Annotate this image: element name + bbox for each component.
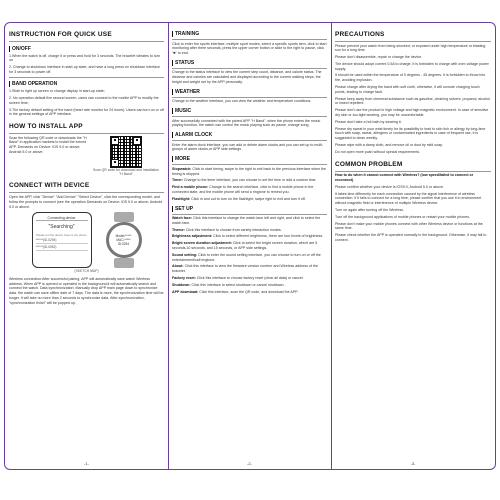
section-heading-alarm xyxy=(172,132,327,138)
page-2 xyxy=(168,23,331,469)
setup-item xyxy=(172,241,327,251)
paragraph: Enter the alarm clock interface, you can add or delete alarm clocks,and you can set up to multi-groups of alarm clocks,or APP side settings. xyxy=(172,142,324,152)
divider xyxy=(172,97,327,98)
heading-text: TRAINING xyxy=(175,31,200,37)
install-text: Scan the following QR code or downloads the "H Band" in application markets to install the ivened APP. Demands on Device: IOS 9.0 or above; Android 5.0 or above. xyxy=(9,135,87,155)
paragraph: Click to enter the sports interface, multiple sport modes, select a specific sports item, click to start monitoring after three seconds, press the upper corner button or slide to the right to pause, click "■" to end. xyxy=(172,41,327,56)
heading-bar xyxy=(172,132,173,138)
item-label: Bright screen duration adjustment: xyxy=(172,241,232,246)
faq-answer: It takes time differently for each connection caused by the signal interference of wireless connection. If it fails to connect for a long time, please confirm that you use it in environment without magnetic field or interference of multiple Wireless device. xyxy=(335,191,482,206)
heading-text: MORE xyxy=(175,156,190,163)
setup-item xyxy=(172,253,327,263)
divider xyxy=(172,116,327,117)
item-label: APP download: xyxy=(172,289,199,294)
section-heading-on-off xyxy=(9,46,164,52)
qr-eye xyxy=(133,137,141,145)
heading-text: ALARM CLOCK xyxy=(175,132,213,139)
item-text: Change to the timer interface, you can choose to set the time or add a custom time. xyxy=(182,178,317,183)
heading-bar xyxy=(172,206,173,212)
item-label: Sound setting: xyxy=(172,252,198,257)
divider xyxy=(172,164,327,165)
setup-item xyxy=(172,264,327,274)
divider xyxy=(172,214,327,215)
heading-bar xyxy=(172,156,173,162)
heading-bar xyxy=(172,31,173,37)
more-item xyxy=(172,167,327,177)
paragraph: Wireless connection:After successful pairing, APP will automatically save watch Wireless address. When APP is opened or operated in the background,it will automatically search and connect the watch. Data synchronization: Manually drop APP main page down to synchronize data. the watch can save offline date of 7 days. The data is more, the synchronization time will be longer. It will take no more than 2 seconds to synchronize data. After synchronization, "synchronization finish" will be popped up. xyxy=(9,276,164,305)
heading-text: WEATHER xyxy=(175,88,200,95)
precaution-item: Please don't disassemble, repair or change the device. xyxy=(335,55,423,60)
divider xyxy=(9,77,164,78)
section-heading-training xyxy=(172,31,327,37)
section-heading-music xyxy=(172,108,327,114)
precaution-item: Do not open more push without special requirements. xyxy=(335,149,421,154)
more-item xyxy=(172,197,327,202)
item-label: Watch face: xyxy=(172,216,193,221)
item-label: Flashlight: xyxy=(172,196,191,201)
paragraph: 1.When the watch is off, charge it or press and hold for 3 seconds. The bracelet vibrates to turn on xyxy=(9,53,161,63)
divider xyxy=(9,133,164,134)
section-title-install: HOW TO INSTALL APP xyxy=(9,123,83,131)
setup-item xyxy=(172,228,327,233)
more-item xyxy=(172,185,327,195)
paragraph: 1.Slide to right up screen or change display in start-up state; xyxy=(9,89,105,94)
divider xyxy=(9,192,164,193)
divider xyxy=(9,41,164,42)
item-text: Click to select different brightness, there are four levels of brightness. xyxy=(212,234,324,239)
section-title-problem: COMMON PROBLEM xyxy=(335,160,403,168)
section-title-precautions: PRECAUTIONS xyxy=(335,31,385,38)
heading-bar xyxy=(172,89,173,95)
page-number: -3- xyxy=(410,461,416,466)
watch-face xyxy=(106,222,142,258)
paragraph: After successfully connected with the paired APP "H Band", when the phone enters the music playing function, the watch can control the music playing such as pause, change song. xyxy=(172,118,321,128)
precaution-item: Please wipe with a damp cloth, and remove oil or dust by mild soap. xyxy=(335,143,444,148)
watch-band-top xyxy=(114,212,134,222)
page-3 xyxy=(331,23,495,469)
item-label: Brightness adjustment: xyxy=(172,234,213,239)
precaution-item: It should be used within the temperature of 0 degrees - 45 degrees. It is forbidden to throw into fire, avoiding explosion. xyxy=(335,73,486,83)
setup-item xyxy=(172,276,327,281)
install-row xyxy=(9,136,164,177)
phone-illustration xyxy=(32,212,92,268)
heading-bar xyxy=(172,108,173,114)
device-list-item[interactable]: ******(ID-0552) xyxy=(36,244,88,251)
section-heading-setup xyxy=(172,206,327,212)
device-list-item[interactable]: ******(ID-0294) xyxy=(36,237,88,244)
heading-text: MUSIC xyxy=(175,108,192,115)
divider xyxy=(335,171,491,172)
setup-item xyxy=(172,290,327,295)
item-text: Click in and out to turn on the flashlight, swipe right to exit and turn it off. xyxy=(190,196,306,201)
item-label: Shutdown: xyxy=(172,282,191,287)
item-label: About: xyxy=(172,264,184,269)
precaution-item: Please dry sweat in your wrist timely for its possibility to lead to skin itch or allergy by long-time touch with soap, sweat, allergens or contaminated ingredients in case of frequent use, it is suggested to clean weekly. xyxy=(335,126,486,141)
faq-answer: Turn on again after turning off the Wireless. xyxy=(335,207,404,212)
heading-bar xyxy=(172,60,173,66)
phone-hint: Please put the device close to the phone xyxy=(36,233,87,238)
paragraph: Change to the weather interface, you can view the weather and temperature conditions. xyxy=(172,99,312,104)
watch-id: ID:0294 xyxy=(117,242,130,247)
setup-item xyxy=(172,216,327,226)
precaution-item: Please don't take a hot bath by wearing it. xyxy=(335,119,402,124)
page-number: -1- xyxy=(84,461,89,466)
precaution-item: Please don't use the product in high voltage and high magnetic environment. In case of sensitive dry skin or too-tight wearing, you may be uncomfortable. xyxy=(335,108,489,118)
divider xyxy=(172,39,327,40)
heading-text: SET UP xyxy=(175,205,194,212)
item-text: Click this interface to choose factory reset (clear all data) or cancel. xyxy=(195,276,304,281)
faq-answer: Turn off the background applications of mobile phones or restart your mobile phones. xyxy=(335,214,471,219)
section-heading-status xyxy=(172,60,327,66)
faq-answer: Please check whether the APP is operated normally in the background. Otherwise, it may fail to connect. xyxy=(335,233,487,242)
heading-text: ON/OFF xyxy=(12,45,31,52)
watch-illustration xyxy=(106,212,142,268)
section-title-connect: CONNECT WITH DEVICE xyxy=(9,182,90,190)
divider xyxy=(172,68,327,69)
paragraph: 3.The factory default setting of the band (heart rate monitor for 24 hours). Users can turn on or off in the general settings of APP interface. xyxy=(9,107,164,117)
section-heading-weather xyxy=(172,89,327,95)
item-text: Click this interface, scan the QR code, and download the APP. xyxy=(198,289,299,294)
heading-bar xyxy=(9,46,10,52)
item-text: Click to select the bright screen duration, which are 5 seconds,10 seconds, and 15 seconds, or APP side settings. xyxy=(172,241,318,251)
watch-mac: MAC:***** xyxy=(116,238,131,243)
qr-code-icon[interactable] xyxy=(110,136,142,168)
item-text: Change to the search interface, click to find a mobile phone in the connected state, and the mobile phone will send a ringtone to remind you. xyxy=(172,185,314,194)
watch-band-bottom xyxy=(114,258,134,268)
faq-question: How to do when it cannot connect with Wireless? (low speed/failed to connect or reconnect) xyxy=(335,173,474,182)
section-heading-more xyxy=(172,156,327,162)
page-1 xyxy=(5,23,168,469)
item-text: Click this interface to view the firmware version number and Wireless address of the bracelet. xyxy=(172,264,318,274)
item-label: Timer: xyxy=(172,178,183,183)
qr-eye xyxy=(111,159,119,167)
qr-caption: Scan QR code for download and installation "H Band" xyxy=(93,167,159,177)
phone-search-text: "Searching" xyxy=(48,224,75,231)
precaution-item: Please prevent your watch from being shocked, or exposed under high temperature or blasting sun for a long time. xyxy=(335,43,486,53)
item-label: Find a mobile phone: xyxy=(172,185,209,190)
heading-bar xyxy=(9,81,10,87)
item-text: Click this interface to select shutdown or cancel shutdown. xyxy=(190,282,285,287)
precaution-item: The device should adopt current 0.5A to charge, it is forbidden to charge with over-voltage power supply. xyxy=(335,61,489,71)
heading-text: STATUS xyxy=(175,59,195,66)
item-label: Theme: xyxy=(172,227,185,232)
item-label: Stopwatch: xyxy=(172,166,192,171)
sketch-map xyxy=(9,212,164,268)
item-text: Click this interface to change the watch face left and right, and click to select the watch face. xyxy=(172,216,321,225)
paragraph: 2. No operation default five second screen, users can connect to the mobile APP to modify the screen time; xyxy=(9,95,159,105)
paragraph: 2. Change to shutdown interface in start-up state, and have a long press on shutdown interface for 3 seconds to power off. xyxy=(9,65,161,74)
faq-answer: Please don't make your mobile phones connect with other Wireless device or functions at the same time. xyxy=(335,221,483,231)
manual-sheet xyxy=(4,22,496,470)
item-text: Click to enter the sound setting interface, you can choose to turn on or off the entertainment/call ringtone. xyxy=(172,252,321,262)
section-heading-band xyxy=(9,81,164,87)
item-text: Click to start timing, swipe to the right to exit back to the previous interface when the timing is stopped. xyxy=(172,166,327,176)
item-label: Factory reset: xyxy=(172,276,196,281)
heading-text: BAND OPERATION xyxy=(12,81,58,88)
faq-answer: Please confirm whether your device is IOS9.0, Android 5.0 or above. xyxy=(335,184,444,189)
item-text: Click this interface to choose from variety interaction modes. xyxy=(184,227,282,232)
page-title: INSTRUCTION FOR QUICK USE xyxy=(9,31,112,38)
paragraph: Change to the status interface to view the current step count, distance, and calorie status. The distance and calories are calculated and displayed according to the current walking steps, the height and weight set by the APP personally. xyxy=(172,70,322,84)
connect-text: Open the APP, click "Device" "Add Device" "Select Device", click the corresponding model, and follow the prompts to connect (see the operation Demands on Device: iOS 9.0 or above; Android 5.0 or above. xyxy=(9,194,163,209)
precaution-item: Please charge after drying the band with soft cloth, otherwise, it will corrode charging touch points, leading to charge fault. xyxy=(335,85,480,94)
precaution-item: Please keep away from chemical substance such as gasoline, cleaning solvent, propanol, alcohol or insect repellent. xyxy=(335,96,490,106)
divider xyxy=(335,41,491,42)
phone-header: Connecting device xyxy=(36,216,88,221)
more-item xyxy=(172,178,327,183)
watch-model: Model:***** xyxy=(115,234,132,239)
sketch-caption: (SKETCH MAP) xyxy=(74,269,99,274)
qr-eye xyxy=(111,137,119,145)
page-number: -2- xyxy=(247,461,252,466)
qr-block xyxy=(91,136,161,177)
setup-item xyxy=(172,234,327,239)
setup-item xyxy=(172,283,327,288)
divider xyxy=(172,140,327,141)
